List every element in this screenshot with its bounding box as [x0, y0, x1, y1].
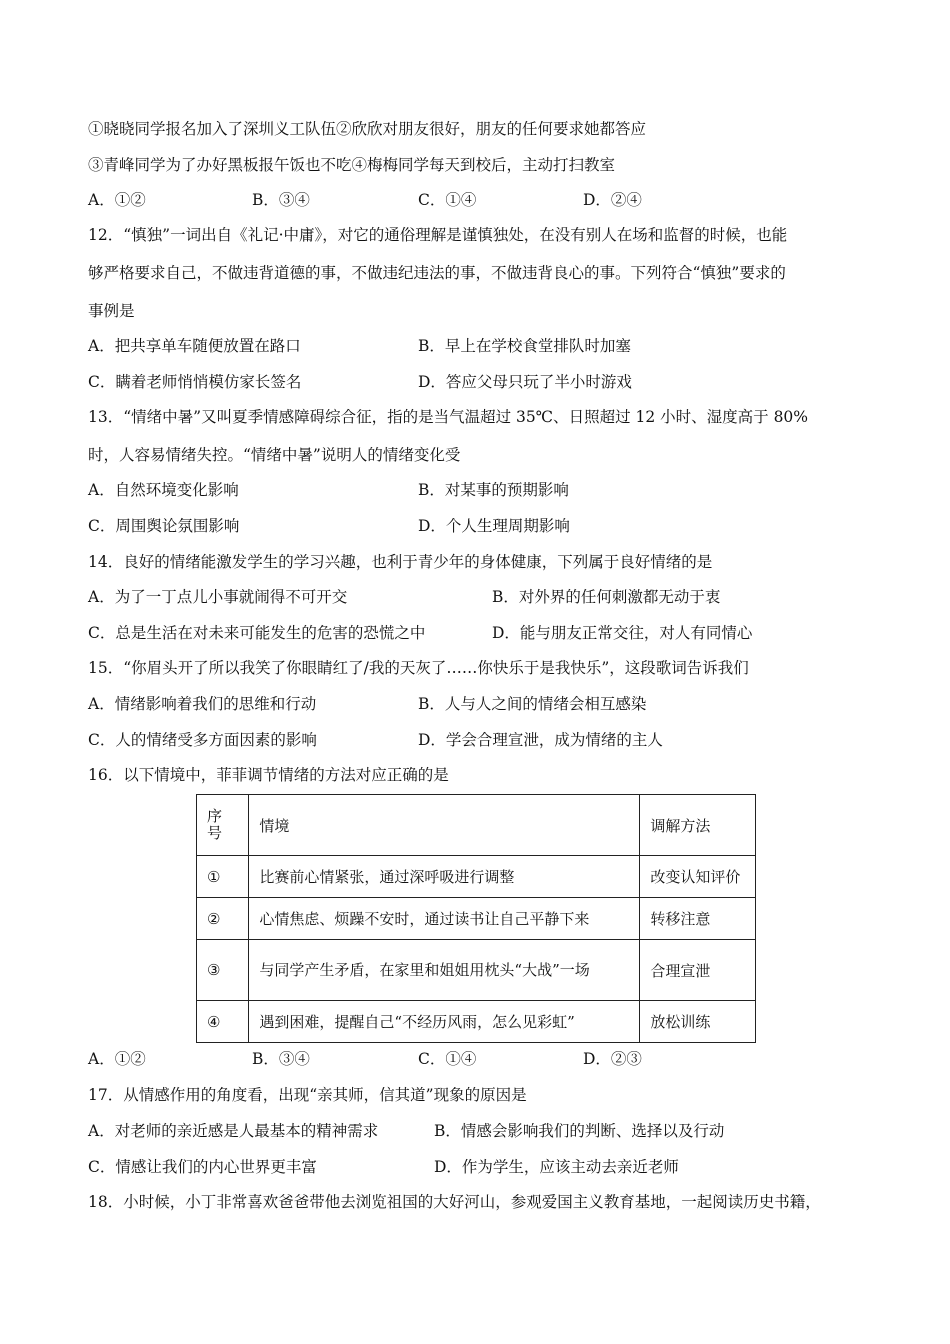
q14-stem: 14．良好的情绪能激发学生的学习兴趣，也利于青少年的身体健康，下列属于良好情绪的是 — [88, 553, 713, 571]
row-3-seq: ③ — [197, 940, 249, 1001]
q12-option-c[interactable]: C．瞒着老师悄悄模仿家长签名 — [88, 373, 302, 391]
q11-option-a[interactable]: A．①② — [88, 191, 146, 209]
q17-option-c[interactable]: C．情感让我们的内心世界更丰富 — [88, 1158, 317, 1176]
q12-stem-line-1: 12．“慎独”一词出自《礼记·中庸》，对它的通俗理解是谨慎独处，在没有别人在场和监督的时候，也能 — [88, 226, 788, 244]
row-4-method: 放松训练 — [640, 1001, 756, 1043]
q13-option-a[interactable]: A．自然环境变化影响 — [88, 481, 239, 499]
q14-option-c[interactable]: C．总是生活在对未来可能发生的危害的恐慌之中 — [88, 624, 426, 642]
row-4-situation: 遇到困难，提醒自己“不经历风雨，怎么见彩虹” — [249, 1001, 640, 1043]
q17-option-b[interactable]: B．情感会影响我们的判断、选择以及行动 — [434, 1122, 725, 1140]
q15-option-b[interactable]: B．人与人之间的情绪会相互感染 — [418, 695, 647, 713]
q14-option-d[interactable]: D．能与朋友正常交往，对人有同情心 — [492, 624, 753, 642]
q13-stem-line-1: 13．“情绪中暑”又叫夏季情感障碍综合征，指的是当气温超过 35℃、日照超过 12 小时、湿度高于 80% — [88, 408, 809, 426]
q16-option-a[interactable]: A．①② — [88, 1050, 146, 1068]
q12-option-d[interactable]: D．答应父母只玩了半小时游戏 — [418, 373, 632, 391]
q16-option-c[interactable]: C．①④ — [418, 1050, 477, 1068]
q11-option-d[interactable]: D．②④ — [583, 191, 642, 209]
row-2-seq: ② — [197, 898, 249, 940]
q17-stem: 17．从情感作用的角度看，出现“亲其师，信其道”现象的原因是 — [88, 1086, 527, 1104]
row-2-situation: 心情焦虑、烦躁不安时，通过读书让自己平静下来 — [249, 898, 640, 940]
q15-stem: 15．“你眉头开了所以我笑了你眼睛红了/我的天灰了……你快乐于是我快乐”，这段歌词告诉我们 — [88, 659, 749, 677]
q12-stem-line-3: 事例是 — [88, 302, 135, 320]
q11-option-b[interactable]: B．③④ — [252, 191, 310, 209]
table-row — [197, 898, 756, 940]
q18-stem: 18．小时候，小丁非常喜欢爸爸带他去浏览祖国的大好河山，参观爱国主义教育基地，一起阅读历史书籍， — [88, 1193, 821, 1211]
q12-option-b[interactable]: B．早上在学校食堂排队时加塞 — [418, 337, 631, 355]
q16-stem: 16．以下情境中，菲菲调节情绪的方法对应正确的是 — [88, 766, 449, 784]
row-1-seq: ① — [197, 856, 249, 898]
q11-statement-line-2: ③青峰同学为了办好黑板报午饭也不吃④梅梅同学每天到校后，主动打扫教室 — [88, 156, 616, 174]
q14-option-b[interactable]: B．对外界的任何刺激都无动于衷 — [492, 588, 721, 606]
header-seq: 序号 — [207, 807, 223, 842]
row-2-method: 转移注意 — [640, 898, 756, 940]
table-header-row — [197, 795, 756, 856]
q15-option-a[interactable]: A．情绪影响着我们的思维和行动 — [88, 695, 317, 713]
table-row — [197, 940, 756, 1001]
q12-option-a[interactable]: A．把共享单车随便放置在路口 — [88, 337, 301, 355]
q15-option-c[interactable]: C．人的情绪受多方面因素的影响 — [88, 731, 317, 749]
q16-option-d[interactable]: D．②③ — [583, 1050, 642, 1068]
q17-option-a[interactable]: A．对老师的亲近感是人最基本的精神需求 — [88, 1122, 379, 1140]
q13-option-c[interactable]: C．周围舆论氛围影响 — [88, 517, 240, 535]
row-3-method: 合理宣泄 — [640, 940, 756, 1001]
q16-option-b[interactable]: B．③④ — [252, 1050, 310, 1068]
emotion-regulation-table — [196, 794, 756, 1043]
header-method: 调解方法 — [640, 795, 756, 856]
row-4-seq: ④ — [197, 1001, 249, 1043]
q13-option-d[interactable]: D．个人生理周期影响 — [418, 517, 570, 535]
row-1-method: 改变认知评价 — [640, 856, 756, 898]
header-situation: 情境 — [249, 795, 640, 856]
q11-option-c[interactable]: C．①④ — [418, 191, 477, 209]
row-3-situation: 与同学产生矛盾，在家里和姐姐用枕头“大战”一场 — [259, 961, 590, 979]
q13-stem-line-2: 时，人容易情绪失控。“情绪中暑”说明人的情绪变化受 — [88, 446, 461, 464]
table-row — [197, 1001, 756, 1043]
q11-statement-line-1: ①晓晓同学报名加入了深圳义工队伍②欣欣对朋友很好，朋友的任何要求她都答应 — [88, 120, 647, 138]
q15-option-d[interactable]: D．学会合理宣泄，成为情绪的主人 — [418, 731, 663, 749]
q14-option-a[interactable]: A．为了一丁点儿小事就闹得不可开交 — [88, 588, 348, 606]
table-row — [197, 856, 756, 898]
row-1-situation: 比赛前心情紧张，通过深呼吸进行调整 — [249, 856, 640, 898]
q17-option-d[interactable]: D．作为学生，应该主动去亲近老师 — [434, 1158, 679, 1176]
q13-option-b[interactable]: B．对某事的预期影响 — [418, 481, 569, 499]
q12-stem-line-2: 够严格要求自己，不做违背道德的事，不做违纪违法的事，不做违背良心的事。下列符合“慎独”要求的 — [88, 264, 786, 282]
